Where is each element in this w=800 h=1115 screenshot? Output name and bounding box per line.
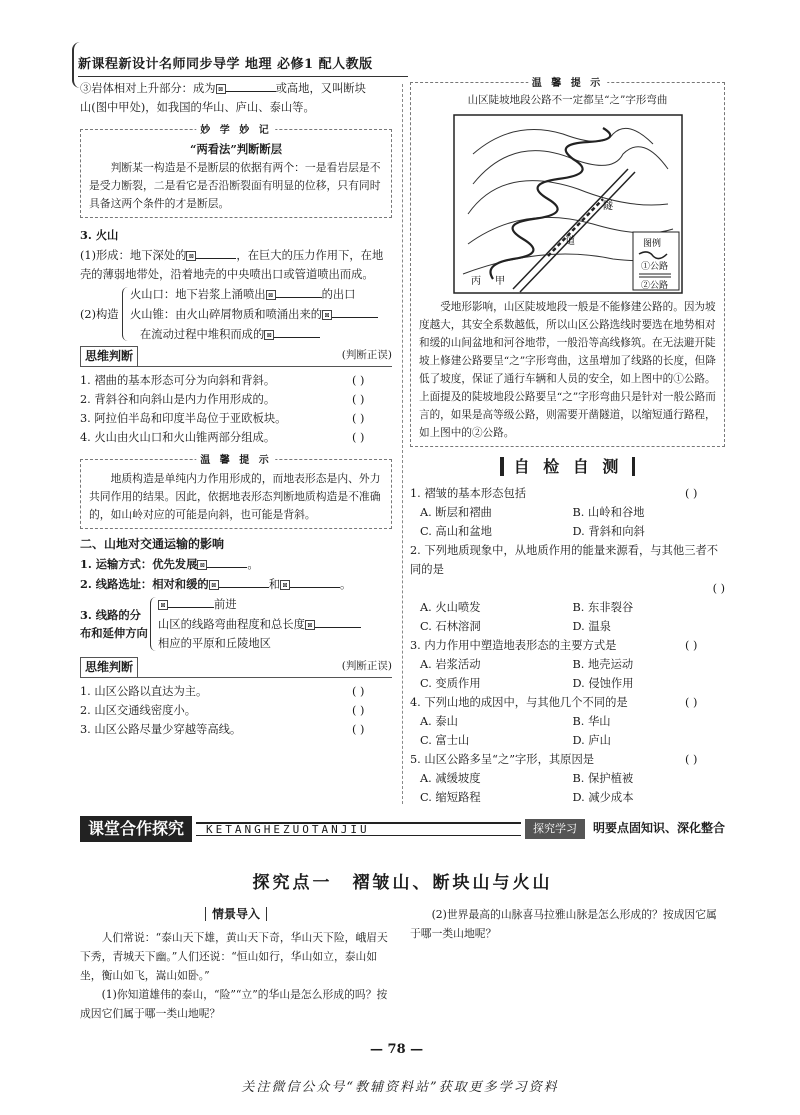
transport-direction: 3. 线路的分布和延伸方向 ⊠ 前进 山区的线路弯曲程度和总长度 ⊠ 相应的平原和丘陵地区 [80,594,392,653]
judge-item: 1. 褶曲的基本形态可分为向斜和背斜。 ( ) [80,374,365,387]
intro-right [410,905,725,943]
banner-tag: 探究学习 [525,819,585,839]
para-line: ③岩体相对上升部分：成为 ⊠ 或高地，又叫断块 [80,78,392,98]
question-3: 3. 内力作用中塑造地表形态的主要方式是 ( ) A. 岩浆活动 B. 地壳运动 C. 变质作用 D. 侵蚀作用 [410,639,698,690]
question-5: 5. 山区公路多呈“之”字形，其原因是 ( ) A. 减缓坡度 B. 保护植被 C. 缩短路程 D. 减少成本 [410,753,698,804]
page-number: — 78 — [370,1042,424,1057]
inquiry-point-title: 探究点一 褶皱山、断块山与火山 [252,873,553,893]
self-test-list [410,484,725,807]
judge-item: 2. 山区交通线密度小。 ( ) [80,704,365,717]
intro-question-1: (1)你知道雄伟的泰山，“险”“立”的华山是怎么形成的吗？按成因它们属于哪一类山地呢？ [80,988,388,1020]
column-divider [402,84,403,804]
box-title: 温 馨 提 示 [196,451,275,470]
transport-mode: 1. 运输方式：优先发展 ⊠ 。 [80,554,392,574]
judge-item: 1. 山区公路以直达为主。 ( ) [80,685,365,698]
section-volcano: 3. 火山 [80,228,119,242]
box-title: 温 馨 提 示 [528,74,607,93]
think-judge-header: 思维判断 (判断正误) [80,657,392,678]
judge-list-1 [80,371,392,447]
banner-pinyin: KETANGHEZUOTANJIU [196,822,521,836]
question-4: 4. 下列山地的成因中，与其他几个不同的是 ( ) A. 泰山 B. 华山 C. 富士山 D. 庐山 [410,696,698,747]
right-column [410,78,725,807]
brace [150,597,156,651]
banner-subtitle: 明要点固知识、深化整合 [592,821,725,836]
map-label: 丙 [470,276,481,287]
header-rule [78,76,408,77]
section-transport: 二、山地对交通运输的影响 [80,537,225,551]
box-body: 判断某一构造是不是断层的依据有两个：一是看岩层是不是受力断裂，二是看它是否沿断裂面有明显的位移，只有同时具备这两个条件的才是断层。 [89,161,381,210]
judge-list-2 [80,682,392,739]
volcano-formation: (1)形成：地下深处的 ⊠ ，在巨大的压力作用下，在地壳的薄弱地带处，沿着地壳的中央喷出口或管道喷出而成。 [80,245,392,284]
judge-item: 3. 山区公路尽量少穿越等高线。 ( ) [80,723,365,736]
legend-road-2: ②公路 [640,281,668,291]
box-body: 地质构造是单纯内力作用形成的，而地表形态是内、外力共同作用的结果。因此，依据地表形态判断地质构造是不准确的，如山岭对应的可能是向斜，也可能是背斜。 [89,472,381,521]
judge-item: 2. 背斜谷和向斜山是内力作用形成的。 ( ) [80,393,365,406]
legend-road-1: ①公路 [640,262,668,272]
footer-note: 关注微信公众号“教辅资料站”获取更多学习资料 [241,1080,559,1095]
left-column [80,78,392,739]
intro-question-2: (2)世界最高的山脉喜马拉雅山脉是怎么形成的？按成因它属于哪一类山地呢？ [410,908,717,940]
tip-box-road [410,78,725,447]
question-1: 1. 褶皱的基本形态包括 ( ) A. 断层和褶曲 B. 山岭和谷地 C. 高山和盆地 D. 背斜和向斜 [410,487,698,538]
map-label: 道 [564,236,575,247]
volcano-structure: (2)构造 火山口：地下岩浆上涌喷出 ⊠ 的出口 火山锥：由火山碎屑物质和喷涌出来的 ⊠ 在流动过程中堆积而成的 ⊠ [80,284,392,344]
banner-title: 课堂合作探究 [80,816,192,842]
tip-box-memory [80,125,392,218]
think-judge-header: 思维判断 (判断正误) [80,346,392,367]
section-banner [80,816,725,842]
judge-item: 4. 火山由火山口和火山锥两部分组成。 ( ) [80,431,365,444]
box-body: 受地形影响，山区陡坡地段一般是不能修建公路的。因为坡度越大，其安全系数越低，所以山区公路选线时要选在地势相对和缓的山间盆地和河谷地带，一般沿等高线修筑。在无法避开陡坡上修建公路要呈“之”字形弯曲，这虽增加了线路的长度，但降低了坡度，保证了通行车辆和人员的安全，如上图中的①公路。上面提及的陡坡地段公路要呈“之”字形弯曲只是针对一般公路而言的，如果是高等级公路，则需要开凿隧道，以缩短通行路程，如上图中的②公路。 [419,301,716,439]
box-heading: “两看法”判断断层 [189,142,283,156]
intro-left [80,905,392,1023]
map-label: 隧 [602,201,613,212]
judge-item: 3. 阿拉伯半岛和印度半岛位于亚欧板块。 ( ) [80,412,365,425]
self-test-header: 自 检 自 测 [410,457,725,478]
map-label: 甲 [494,276,505,287]
intro-para: 人们常说：“泰山天下雄，黄山天下奇，华山天下险，峨眉天下秀，青城天下幽。”人们还说：“恒山如行，华山如立，泰山如坐，衡山如飞，嵩山如卧。” [80,931,388,982]
tip-box-warm [80,455,392,529]
question-2: 2. 下列地质现象中，从地质作用的能量来源看，与其他三者不同的是 ( ) A. 火山喷发 B. 东非裂谷 C. 石林溶洞 D. 温泉 [410,544,725,633]
brace [122,287,128,341]
legend-title: 图例 [642,239,661,249]
road-map-figure [453,114,683,294]
para-line: 山(图中甲处)，如我国的华山、庐山、泰山等。 [80,101,315,114]
box-title: 妙 学 妙 记 [196,121,275,140]
intro-title: 情景导入 [80,905,392,924]
page-header: 新课程新设计名师同步导学 地理 必修1 配人教版 [78,57,373,72]
figure-caption: 山区陡坡地段公路不一定都呈“之”字形弯曲 [467,94,668,106]
transport-site: 2. 线路选址：相对和缓的 ⊠ 和 ⊠ 。 [80,574,392,594]
